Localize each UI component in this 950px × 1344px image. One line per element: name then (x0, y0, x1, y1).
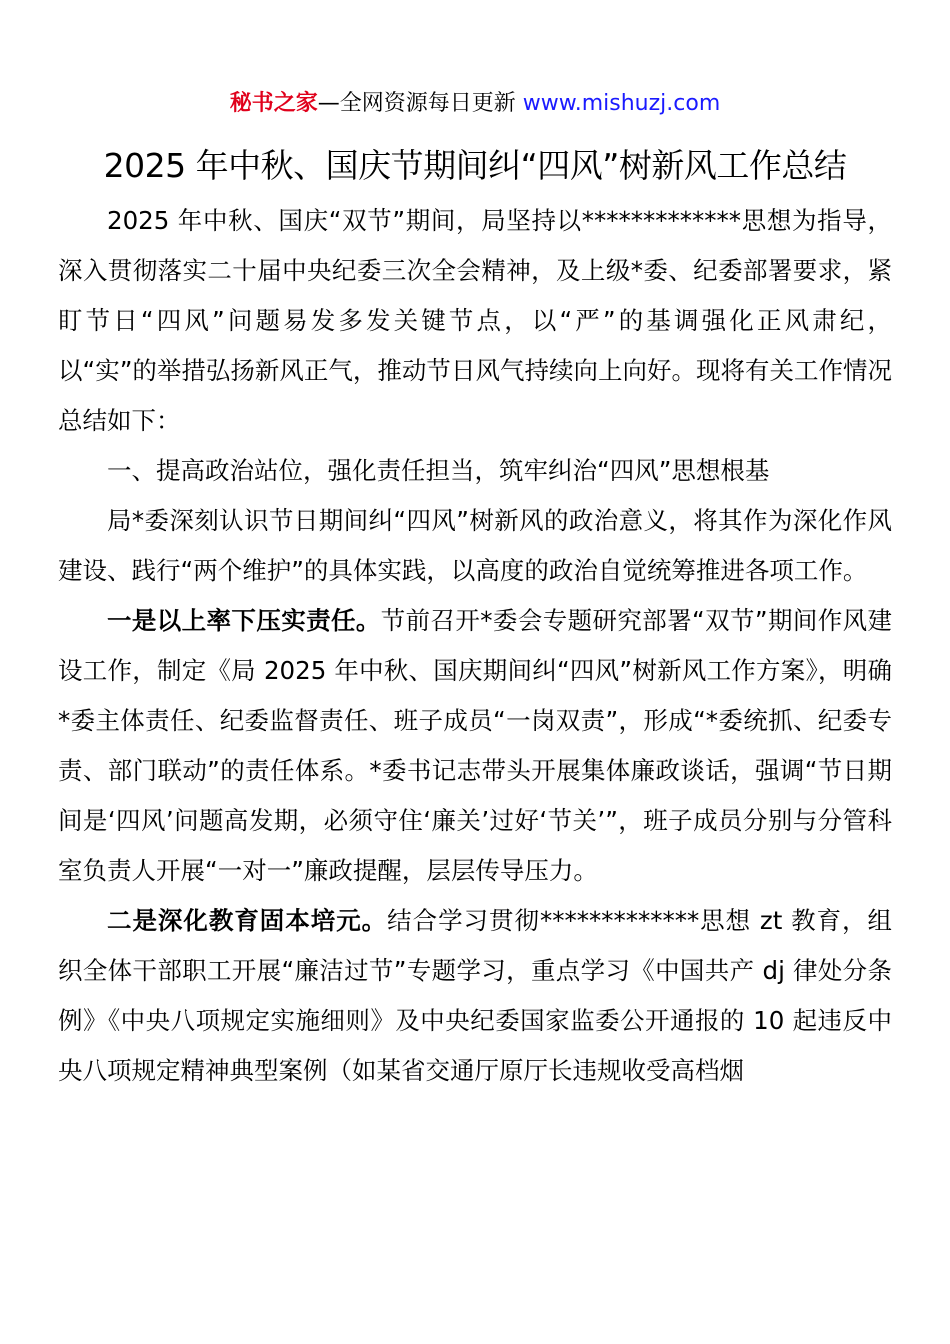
site-brand: 秘书之家 (229, 91, 318, 116)
document-title: 2025 年中秋、国庆节期间纠“四风”树新风工作总结 (103, 146, 847, 185)
site-slogan: —全网资源每日更新 (317, 91, 523, 116)
item-1-lead: 一是以上率下压实责任。 (107, 606, 381, 635)
item-2-text: 结合学习贯彻*************思想 zt 教育，组织全体干部职工开展“廉洁过节”专题学习，重点学习《中国共产 dj 律处分条例》《中央八项规定实施细则》及中央纪委国家监委公开通报的 10 起违反中央八项规定精神典型案例（如某省交通厅原厅长违规收受高档烟 (58, 906, 893, 1085)
section-heading-1: 一、提高政治站位，强化责任担当，筑牢纠治“四风”思想根基 (107, 456, 770, 485)
item-1-text: 节前召开*委会专题研究部署“双节”期间作风建设工作，制定《局 2025 年中秋、国庆期间纠“四风”树新风工作方案》，明确*委主体责任、纪委监督责任、班子成员“一岗双责”，形成“*委统抓、纪委专责、部门联动”的责任体系。*委书记志带头开展集体廉政谈话，强调“节日期间是‘四风’问题高发期，必须守住‘廉关’过好‘节关’”，班子成员分别与分管科室负责人开展“一对一”廉政提醒，层层传导压力。 (58, 606, 892, 885)
document-page (58, 84, 892, 1096)
intro-paragraph: 2025 年中秋、国庆“双节”期间，局坚持以*************思想为指导，深入贯彻落实二十届中央纪委三次全会精神，及上级*委、纪委部署要求，紧盯节日“四风”问题易发多发关键节点，以“严”的基调强化正风肃纪，以“实”的举措弘扬新风正气，推动节日风气持续向上向好。现将有关工作情况总结如下： (58, 206, 892, 435)
item-2-lead: 二是深化教育固本培元。 (107, 906, 388, 935)
item-1-paragraph (58, 596, 892, 896)
site-url-link[interactable]: www.mishuzj.com (522, 91, 721, 116)
item-2-paragraph (58, 896, 892, 1096)
site-header (58, 84, 892, 124)
document-body (58, 196, 892, 1096)
section-1-intro-paragraph: 局*委深刻认识节日期间纠“四风”树新风的政治意义，将其作为深化作风建设、践行“两个维护”的具体实践，以高度的政治自觉统筹推进各项工作。 (58, 506, 892, 585)
